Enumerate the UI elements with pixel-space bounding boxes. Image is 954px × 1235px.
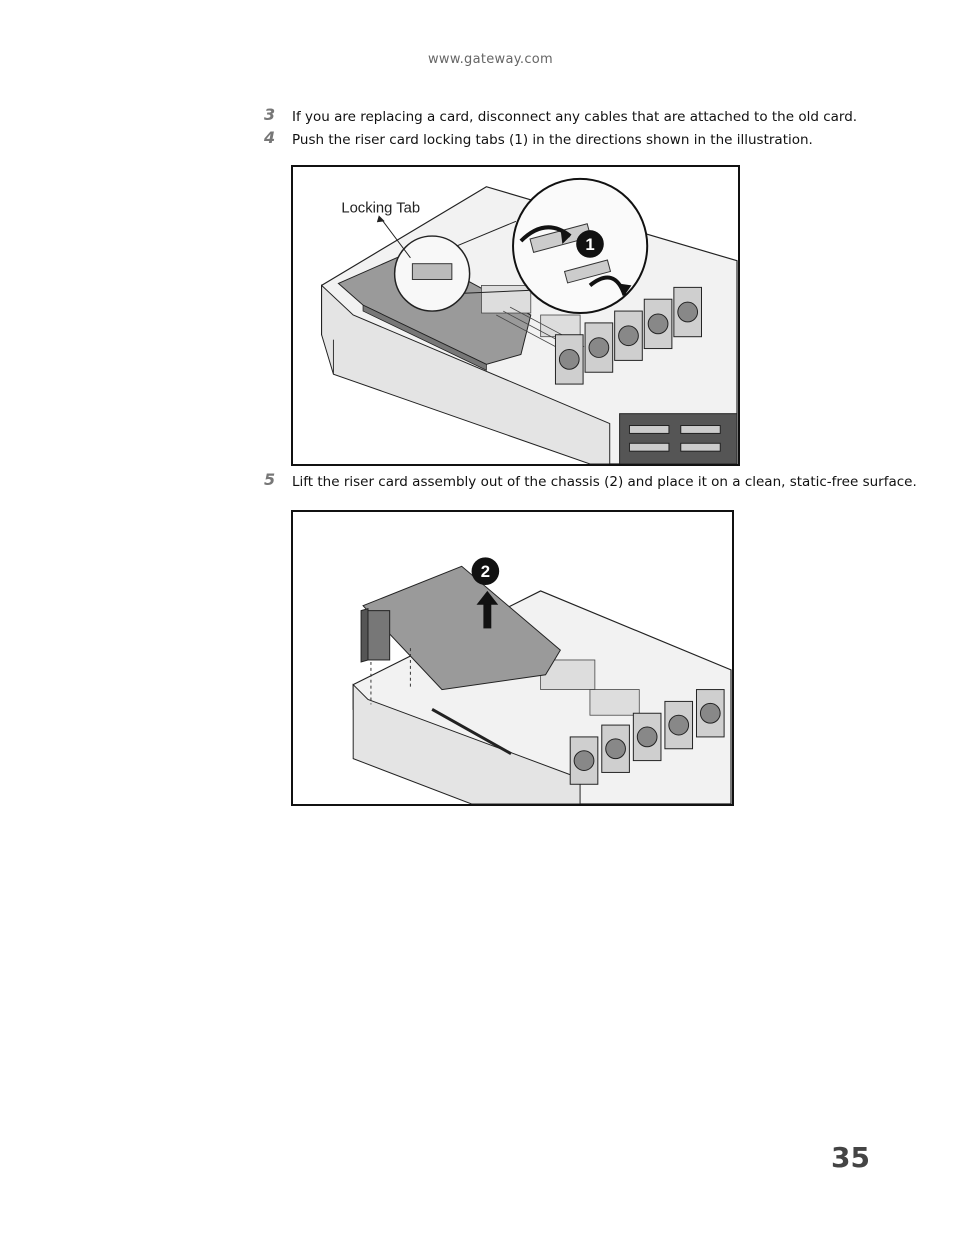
step-text: Push the riser card locking tabs (1) in the directions shown in the illustration. xyxy=(292,132,813,148)
step-number: 4 xyxy=(264,128,276,147)
step-text: Lift the riser card assembly out of the chassis (2) and place it on a clean, static-free surface. xyxy=(292,474,917,490)
figure2-marker: 2 xyxy=(480,562,491,582)
step-number: 5 xyxy=(264,470,276,489)
header-url: www.gateway.com xyxy=(428,52,553,67)
step-text: If you are replacing a card, disconnect any cables that are attached to the old card. xyxy=(292,109,858,125)
lift-riser-illustration xyxy=(293,512,732,804)
figure-lift-riser xyxy=(291,510,734,806)
step-number: 3 xyxy=(264,105,276,124)
locking-tabs-illustration xyxy=(293,167,738,464)
page-number: 35 xyxy=(831,1141,870,1174)
locking-tab-label: Locking Tab xyxy=(341,200,421,217)
figure1-marker: 1 xyxy=(585,234,595,254)
figure-locking-tabs xyxy=(291,165,740,466)
